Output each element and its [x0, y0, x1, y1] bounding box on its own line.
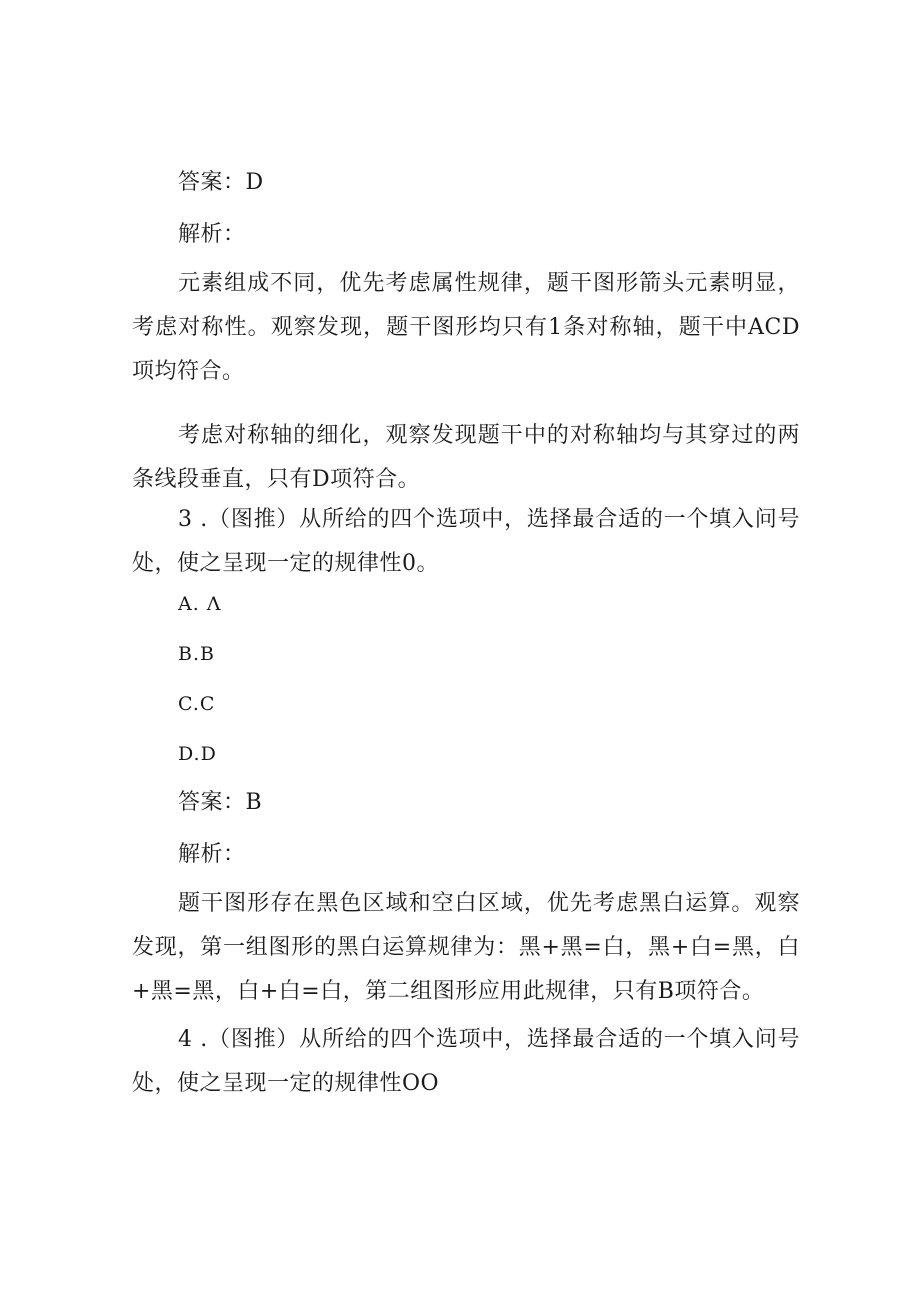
q3-option-c: C.C [178, 693, 216, 715]
q2-answer: 答案：D [178, 170, 264, 195]
q3-answer: 答案：B [178, 790, 263, 815]
q3-analysis-paragraph-1: 题干图形存在黑色区域和空白区域，优先考虑黑白运算。观察发现，第一组图形的黑白运算规律为：黑+黑=白，黑+白=黑，白+黑=黑，白+白=白，第二组图形应用此规律，只有B项符合。 [132, 891, 800, 1004]
q3-question: 3 .（图推）从所给的四个选项中，选择最合适的一个填入问号处，使之呈现一定的规律性0。 [132, 507, 800, 576]
q3-option-b: B.B [178, 643, 215, 665]
q2-analysis-paragraph-2: 考虑对称轴的细化，观察发现题干中的对称轴均与其穿过的两条线段垂直，只有D项符合。 [132, 423, 800, 492]
q2-analysis-paragraph-1: 元素组成不同，优先考虑属性规律，题干图形箭头元素明显，考虑对称性。观察发现，题干图形均只有1条对称轴，题干中ACD项均符合。 [132, 271, 800, 384]
q3-option-a: A. Λ [178, 593, 222, 615]
q4-question: 4 .（图推）从所给的四个选项中，选择最合适的一个填入问号处，使之呈现一定的规律性OO [132, 1027, 800, 1096]
q3-option-d: D.D [178, 743, 217, 765]
q2-analysis-label: 解析： [178, 222, 246, 247]
q3-analysis-label: 解析： [178, 842, 246, 867]
